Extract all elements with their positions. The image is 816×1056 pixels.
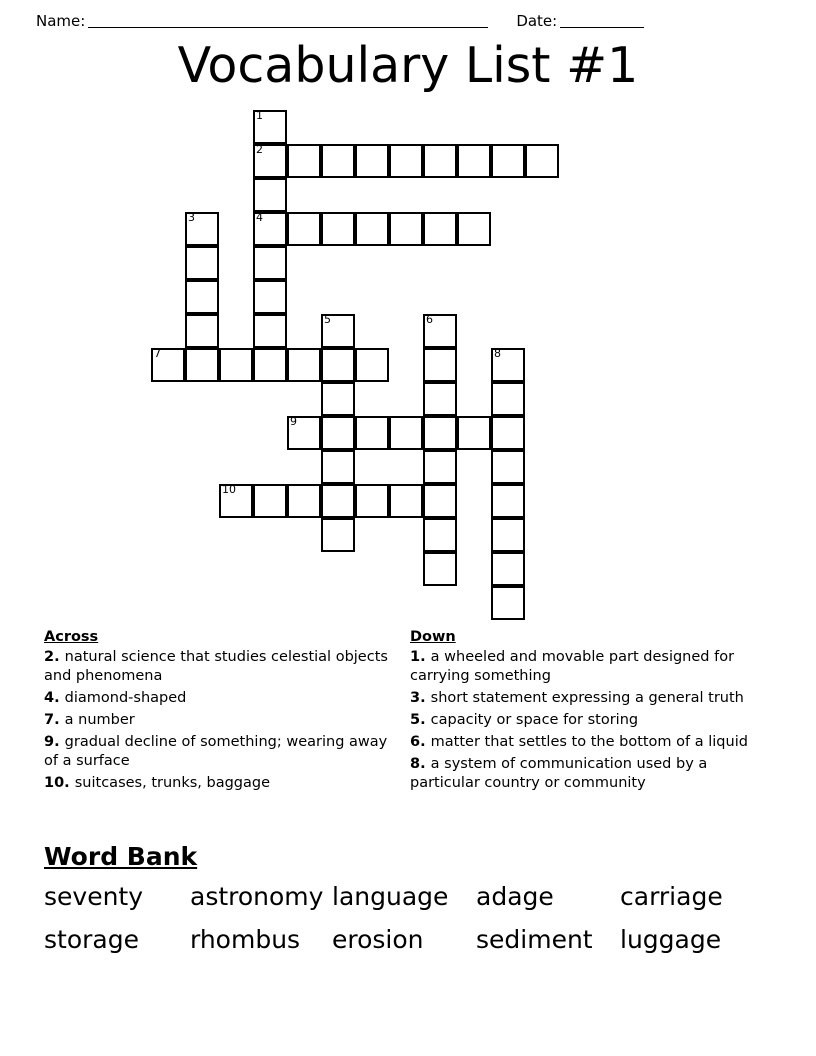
- word-bank-word: seventy: [44, 882, 144, 911]
- clue-number: 1.: [410, 649, 431, 665]
- crossword-cell[interactable]: [253, 314, 287, 348]
- crossword-cell[interactable]: [525, 144, 559, 178]
- crossword-cell[interactable]: [321, 518, 355, 552]
- crossword-cell[interactable]: [423, 314, 457, 348]
- crossword-cell[interactable]: [355, 484, 389, 518]
- crossword-cell[interactable]: [321, 382, 355, 416]
- crossword-cell[interactable]: [423, 144, 457, 178]
- clue-item: [44, 711, 402, 730]
- crossword-cell[interactable]: [491, 586, 525, 620]
- across-clues-column: [44, 628, 410, 796]
- word-bank-list: [44, 878, 784, 959]
- crossword-cell[interactable]: [457, 212, 491, 246]
- cell-number: 8: [494, 347, 501, 360]
- word-bank-word: storage: [44, 925, 139, 954]
- crossword-cell[interactable]: [491, 348, 525, 382]
- crossword-cell[interactable]: [491, 416, 525, 450]
- crossword-cell[interactable]: [491, 382, 525, 416]
- cell-number: 2: [256, 143, 263, 156]
- word-bank-word: astronomy: [190, 882, 324, 911]
- clue-text: a system of communication used by a particular country or community: [410, 756, 708, 791]
- crossword-cell[interactable]: [151, 348, 185, 382]
- down-heading: Down: [410, 629, 456, 645]
- word-bank-word: carriage: [620, 882, 723, 911]
- crossword-cell[interactable]: [321, 416, 355, 450]
- word-bank-heading: Word Bank: [44, 842, 198, 871]
- crossword-cell[interactable]: [287, 348, 321, 382]
- down-clue-list: [410, 648, 768, 793]
- clue-number: 4.: [44, 690, 65, 706]
- clue-text: short statement expressing a general truth: [430, 690, 744, 706]
- crossword-cell[interactable]: [423, 552, 457, 586]
- crossword-cell[interactable]: [287, 144, 321, 178]
- date-label: Date:: [516, 12, 558, 30]
- crossword-cell[interactable]: [355, 416, 389, 450]
- crossword-cell[interactable]: [423, 518, 457, 552]
- crossword-cell[interactable]: [253, 348, 287, 382]
- crossword-cell[interactable]: [423, 348, 457, 382]
- crossword-cell[interactable]: [491, 518, 525, 552]
- crossword-cell[interactable]: [219, 484, 253, 518]
- word-bank-word: erosion: [332, 925, 424, 954]
- crossword-cell[interactable]: [423, 382, 457, 416]
- clue-item: [44, 648, 402, 686]
- clue-number: 9.: [44, 734, 65, 750]
- crossword-cell[interactable]: [423, 416, 457, 450]
- crossword-cell[interactable]: [355, 212, 389, 246]
- page-title: Vocabulary List #1: [177, 37, 639, 94]
- across-heading: Across: [44, 629, 99, 645]
- crossword-cell[interactable]: [185, 212, 219, 246]
- cell-number: 9: [290, 415, 297, 428]
- clue-item: [410, 689, 768, 708]
- word-bank-word: language: [332, 882, 449, 911]
- word-bank-word: rhombus: [190, 925, 301, 954]
- clue-item: [410, 648, 768, 686]
- cell-number: 6: [426, 313, 433, 326]
- crossword-cell[interactable]: [287, 416, 321, 450]
- cell-number: 7: [154, 347, 161, 360]
- crossword-cell[interactable]: [457, 416, 491, 450]
- crossword-cell[interactable]: [185, 314, 219, 348]
- clue-number: 5.: [410, 712, 431, 728]
- clue-text: matter that settles to the bottom of a liquid: [430, 734, 748, 750]
- crossword-cell[interactable]: [185, 246, 219, 280]
- clue-text: gradual decline of something; wearing away of a surface: [44, 734, 388, 769]
- crossword-cell[interactable]: [491, 484, 525, 518]
- crossword-cell[interactable]: [253, 212, 287, 246]
- clue-number: 3.: [410, 690, 431, 706]
- clue-item: [410, 711, 768, 730]
- word-bank-word: luggage: [620, 925, 722, 954]
- clue-item: [44, 733, 402, 771]
- crossword-cell[interactable]: [287, 212, 321, 246]
- crossword-cell[interactable]: [491, 552, 525, 586]
- crossword-cell[interactable]: [389, 212, 423, 246]
- clue-item: [44, 689, 402, 708]
- clue-number: 2.: [44, 649, 65, 665]
- name-label: Name:: [36, 12, 86, 30]
- crossword-cell[interactable]: [321, 450, 355, 484]
- word-bank-section: [44, 842, 784, 959]
- crossword-cell[interactable]: [389, 416, 423, 450]
- clue-text: a number: [64, 712, 135, 728]
- crossword-cell[interactable]: [355, 348, 389, 382]
- crossword-cell[interactable]: [253, 110, 287, 144]
- crossword-cell[interactable]: [321, 348, 355, 382]
- clue-text: capacity or space for storing: [430, 712, 639, 728]
- clue-item: [44, 774, 402, 793]
- cell-number: 10: [222, 483, 236, 496]
- cell-number: 3: [188, 211, 195, 224]
- clue-number: 7.: [44, 712, 65, 728]
- clue-number: 6.: [410, 734, 431, 750]
- crossword-cell[interactable]: [423, 484, 457, 518]
- cell-number: 4: [256, 211, 263, 224]
- crossword-cell[interactable]: [423, 212, 457, 246]
- crossword-cell[interactable]: [321, 144, 355, 178]
- crossword-cell[interactable]: [457, 144, 491, 178]
- word-bank-word: sediment: [476, 925, 593, 954]
- clue-text: diamond-shaped: [64, 690, 187, 706]
- clue-text: suitcases, trunks, baggage: [74, 775, 271, 791]
- crossword-cell[interactable]: [423, 450, 457, 484]
- cell-number: 1: [256, 109, 263, 122]
- down-clues-column: [410, 628, 776, 796]
- crossword-cell[interactable]: [321, 484, 355, 518]
- clue-text: natural science that studies celestial objects and phenomena: [44, 649, 388, 684]
- across-clue-list: [44, 648, 402, 793]
- cell-number: 5: [324, 313, 331, 326]
- clues-section: [0, 628, 816, 796]
- crossword-cell[interactable]: [253, 484, 287, 518]
- clue-item: [410, 755, 768, 793]
- clue-text: a wheeled and movable part designed for carrying something: [410, 649, 735, 684]
- crossword-cell[interactable]: [287, 484, 321, 518]
- crossword-cell[interactable]: [321, 314, 355, 348]
- clue-item: [410, 733, 768, 752]
- crossword-cell[interactable]: [491, 144, 525, 178]
- crossword-cell[interactable]: [389, 144, 423, 178]
- clue-number: 8.: [410, 756, 431, 772]
- crossword-cell[interactable]: [491, 450, 525, 484]
- crossword-cell[interactable]: [253, 178, 287, 212]
- crossword-cell[interactable]: [253, 280, 287, 314]
- crossword-cell[interactable]: [185, 348, 219, 382]
- crossword-cell[interactable]: [253, 246, 287, 280]
- crossword-cell[interactable]: [253, 144, 287, 178]
- crossword-cell[interactable]: [321, 212, 355, 246]
- crossword-cell[interactable]: [185, 280, 219, 314]
- clue-number: 10.: [44, 775, 75, 791]
- crossword-cell[interactable]: [219, 348, 253, 382]
- word-bank-word: adage: [476, 882, 554, 911]
- crossword-cell[interactable]: [355, 144, 389, 178]
- crossword-cell[interactable]: [389, 484, 423, 518]
